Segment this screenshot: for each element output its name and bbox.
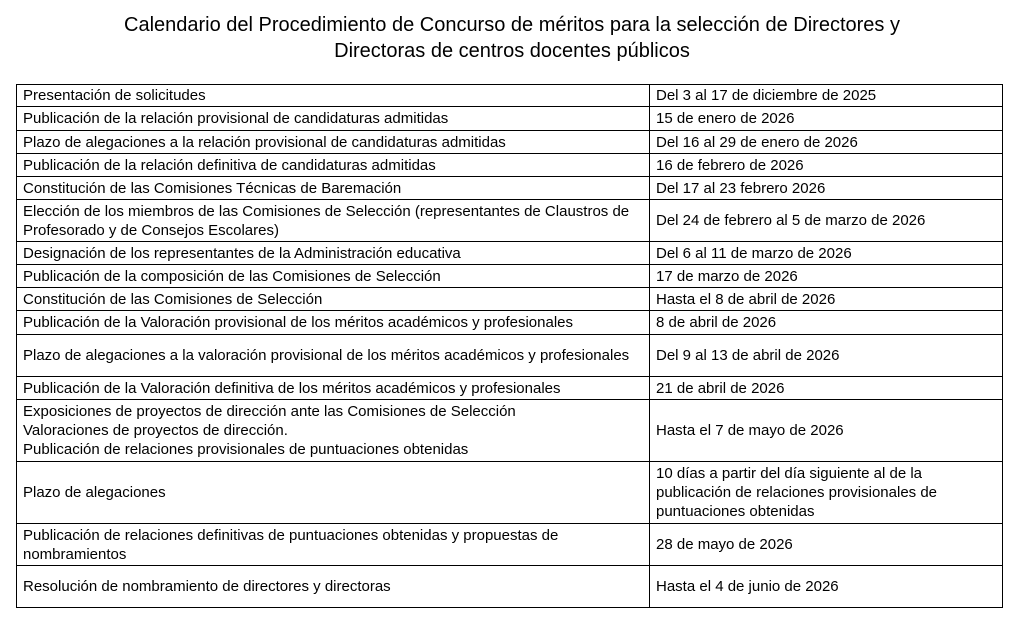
date-cell: 15 de enero de 2026 <box>650 107 1003 131</box>
date-cell <box>650 462 1003 524</box>
activity-text: Designación de los representantes de la Administración educativa <box>23 244 461 262</box>
activity-text: Publicación de relaciones definitivas de puntuaciones obtenidas y propuestas de nombramientos <box>23 526 559 563</box>
activity-text: Publicación de la composición de las Comisiones de Selección <box>23 267 441 285</box>
activity-text: Publicación de la Valoración definitiva de los méritos académicos y profesionales <box>23 379 561 397</box>
table-row <box>17 177 1003 200</box>
date-cell: Del 6 al 11 de marzo de 2026 <box>650 242 1003 265</box>
activity-text: Constitución de las Comisiones Técnicas de Baremación <box>23 179 402 197</box>
table-row <box>17 200 1003 242</box>
table-row <box>17 85 1003 107</box>
date-cell: Del 3 al 17 de diciembre de 2025 <box>650 85 1003 107</box>
activity-text: Publicación de la Valoración provisional de los méritos académicos y profesionales <box>23 314 574 331</box>
activity-cell <box>17 85 650 107</box>
activity-text: Publicación de relaciones provisionales de puntuaciones obtenidas <box>23 441 469 458</box>
date-cell: Hasta el 4 de junio de 2026 <box>650 566 1003 608</box>
activity-cell <box>17 265 650 288</box>
table-row <box>17 566 1003 608</box>
activity-text: Elección de los miembros de las Comisiones de Selección (representantes de Claustros de Profesorado y de Consejos Escolares) <box>23 202 630 239</box>
activity-cell <box>17 524 650 566</box>
date-cell: Hasta el 8 de abril de 2026 <box>650 288 1003 311</box>
date-cell: 17 de marzo de 2026 <box>650 265 1003 288</box>
activity-cell <box>17 107 650 131</box>
date-cell: Del 24 de febrero al 5 de marzo de 2026 <box>650 200 1003 242</box>
activity-cell <box>17 566 650 608</box>
table-row <box>17 400 1003 462</box>
activity-text: Plazo de alegaciones a la relación provisional de candidaturas admitidas <box>23 133 506 151</box>
table-row <box>17 377 1003 400</box>
activity-text: Plazo de alegaciones <box>23 484 166 501</box>
activity-cell <box>17 200 650 242</box>
date-cell: 8 de abril de 2026 <box>650 311 1003 335</box>
activity-text: Resolución de nombramiento de directores y directoras <box>23 578 391 595</box>
date-cell: Hasta el 7 de mayo de 2026 <box>650 400 1003 462</box>
table-row <box>17 524 1003 566</box>
activity-text: Exposiciones de proyectos de dirección ante las Comisiones de Selección <box>23 403 516 420</box>
date-cell: 28 de mayo de 2026 <box>650 524 1003 566</box>
activity-cell <box>17 400 650 462</box>
activity-text: Plazo de alegaciones a la valoración provisional de los méritos académicos y profesionales <box>23 347 630 364</box>
date-cell: Del 16 al 29 de enero de 2026 <box>650 131 1003 154</box>
table-row <box>17 242 1003 265</box>
activity-cell <box>17 177 650 200</box>
table-row <box>17 107 1003 131</box>
table-row <box>17 288 1003 311</box>
activity-cell <box>17 335 650 377</box>
table-row <box>17 335 1003 377</box>
table-row <box>17 462 1003 524</box>
activity-cell <box>17 154 650 177</box>
table-row <box>17 154 1003 177</box>
date-cell: 16 de febrero de 2026 <box>650 154 1003 177</box>
date-cell: 21 de abril de 2026 <box>650 377 1003 400</box>
activity-cell <box>17 131 650 154</box>
title-line-1: Calendario del Procedimiento de Concurso de méritos para la selección de Directores y <box>124 14 900 36</box>
table-row <box>17 311 1003 335</box>
activity-cell <box>17 377 650 400</box>
page-title <box>0 12 1024 64</box>
table-row <box>17 265 1003 288</box>
date-cell: Del 9 al 13 de abril de 2026 <box>650 335 1003 377</box>
activity-cell <box>17 311 650 335</box>
activity-text: Constitución de las Comisiones de Selección <box>23 290 323 308</box>
date-text: 10 días a partir del día siguiente al de la publicación de relaciones provisionales de puntuaciones obtenidas <box>656 465 938 520</box>
date-cell: Del 17 al 23 febrero 2026 <box>650 177 1003 200</box>
activity-text: Publicación de la relación provisional de candidaturas admitidas <box>23 110 449 127</box>
calendar-table <box>16 84 1003 608</box>
activity-text: Valoraciones de proyectos de dirección. <box>23 422 288 439</box>
activity-cell <box>17 242 650 265</box>
activity-cell <box>17 462 650 524</box>
table-row <box>17 131 1003 154</box>
title-line-2: Directoras de centros docentes públicos <box>334 40 690 62</box>
activity-text: Publicación de la relación definitiva de candidaturas admitidas <box>23 156 436 174</box>
activity-text: Presentación de solicitudes <box>23 87 206 104</box>
activity-cell <box>17 288 650 311</box>
